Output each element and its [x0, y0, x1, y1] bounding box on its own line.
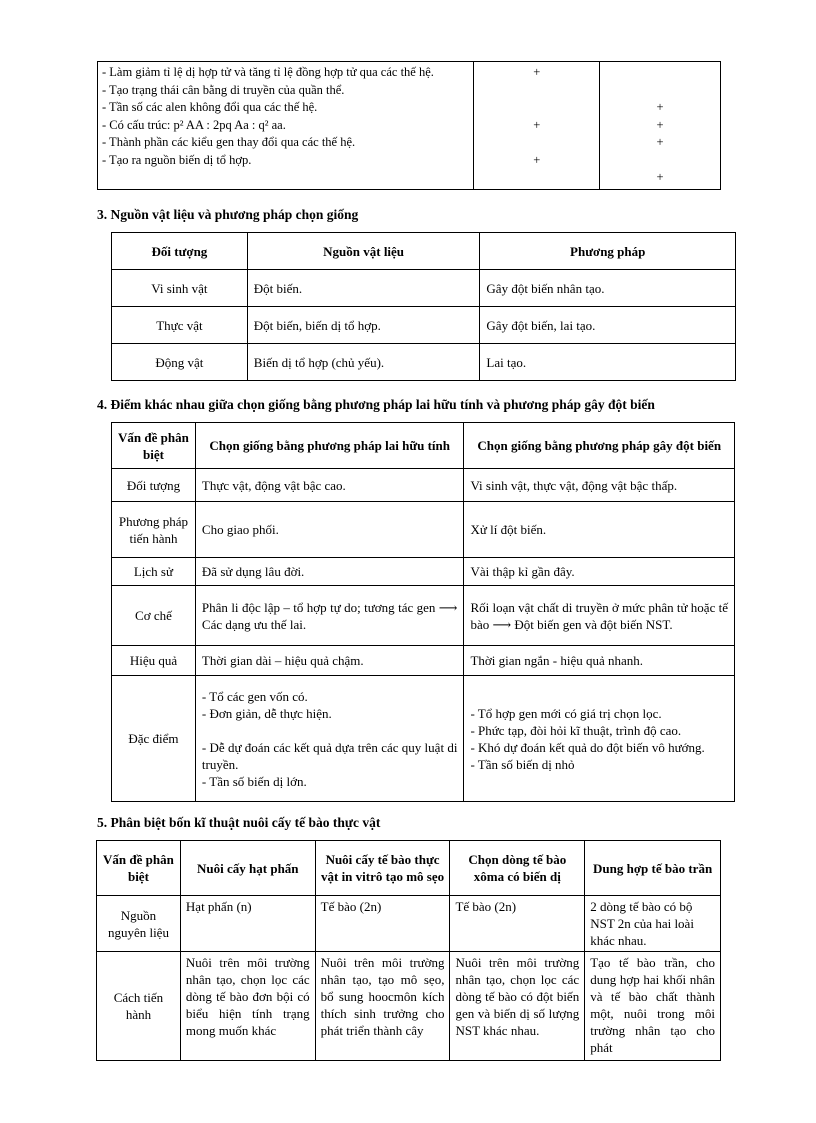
header-cell: Phương pháp [480, 233, 736, 270]
table-cell: Cơ chế [112, 586, 196, 646]
plus-mark: + [656, 100, 664, 114]
table-cell: Hạt phấn (n) [180, 896, 315, 952]
tissue-culture-comparison-table [96, 840, 721, 1061]
cell-text: - Làm giảm tỉ lệ dị hợp tử và tăng tỉ lệ đồng hợp tử qua các thế hệ. [102, 65, 434, 79]
table-row [112, 344, 736, 381]
table-cell: Phương pháp tiến hành [112, 502, 196, 558]
table-cell: Cách tiến hành [97, 952, 181, 1061]
table-cell: Cho giao phối. [195, 502, 464, 558]
table-cell: Lịch sử [112, 558, 196, 586]
header-cell: Nuôi cấy hạt phấn [180, 841, 315, 896]
cell-line: - Tổ hợp gen mới có giá trị chọn lọc. [470, 705, 662, 721]
table-cell [180, 952, 315, 1061]
cell-line: - Dễ dự đoán các kết quả dựa trên các quy luật di truyền. [201, 739, 458, 772]
section-heading-5: 5. Phân biệt bốn kĩ thuật nuôi cấy tế bào thực vật [97, 815, 381, 830]
table-cell: Đối tượng [112, 469, 196, 502]
header-cell: Vấn đề phân biệt [112, 423, 196, 469]
table-row [112, 586, 735, 646]
plus-mark: + [533, 152, 541, 167]
table-cell: Tế bào (2n) [450, 896, 585, 952]
cell-line: - Phức tạp, đòi hỏi kĩ thuật, trình độ cao. [470, 722, 682, 738]
cell-text: - Tạo trạng thái cân bằng di truyền của quần thể. [102, 82, 345, 97]
section-heading-3: 3. Nguồn vật liệu và phương pháp chọn giống [97, 207, 359, 222]
header-cell: Nuôi cấy tế bào thực vật in vitrô tạo mô sẹo [315, 841, 450, 896]
table-cell: Gây đột biến nhân tạo. [480, 270, 736, 307]
table-cell [450, 952, 585, 1061]
table-cell: Động vật [112, 344, 248, 381]
header-cell: Chọn giống bằng phương pháp gây đột biến [464, 423, 735, 469]
table-cell: Gây đột biến, lai tạo. [480, 307, 736, 344]
cell-line: - Tần số biến dị lớn. [201, 773, 307, 789]
table-row [112, 469, 735, 502]
table-cell: Đột biến. [247, 270, 480, 307]
plus-mark: + [656, 117, 664, 132]
table-row [112, 307, 736, 344]
table-cell: Đã sử dụng lâu đời. [195, 558, 464, 586]
table-row [97, 952, 721, 1061]
cell-text: Tạo tế bào trần, cho dung hợp hai khối nhân và tế bào chất thành một, nuôi trong môi trường nhân tạo cho phát [590, 955, 715, 1055]
table-row [112, 676, 735, 802]
table-cell: Biến dị tổ hợp (chủ yếu). [247, 344, 480, 381]
table-cell: Xử lí đột biến. [464, 502, 735, 558]
table-cell [585, 952, 721, 1061]
table-cell: Thực vật, động vật bậc cao. [195, 469, 464, 502]
table-header-row [112, 233, 736, 270]
table-header-row [97, 841, 721, 896]
table-cell: Thời gian dài – hiệu quả chậm. [195, 646, 464, 676]
table-row [112, 502, 735, 558]
cell-text: - Có cấu trúc: p² AA : 2pq Aa : q² aa. [102, 117, 286, 132]
comparison-table-continued [97, 61, 721, 190]
table-cell: Lai tạo. [480, 344, 736, 381]
table-cell: Hiệu quả [112, 646, 196, 676]
table-cell: Nguồn nguyên liệu [97, 896, 181, 952]
table-cell [464, 676, 735, 802]
plus-mark: + [533, 65, 541, 79]
table-cell: Vi sinh vật, thực vật, động vật bậc thấp. [464, 469, 735, 502]
table-cell: Vài thập kỉ gần đây. [464, 558, 735, 586]
cell-text: - Tần số các alen không đổi qua các thế hệ. [102, 100, 318, 114]
plus-mark [478, 169, 595, 187]
plus-mark: + [533, 117, 541, 132]
table-cell: Đặc điểm [112, 676, 196, 802]
table-row [97, 896, 721, 952]
plus-mark [604, 152, 716, 170]
header-cell: Chọn dòng tế bào xôma có biến dị [450, 841, 585, 896]
plus-mark: + [656, 135, 664, 149]
header-cell: Đối tượng [112, 233, 248, 270]
cell-line: - Tần số biến dị nhỏ [470, 756, 575, 772]
table-cell: Vi sinh vật [112, 270, 248, 307]
table-row [112, 270, 736, 307]
header-cell: Vấn đề phân biệt [97, 841, 181, 896]
table-cell [474, 62, 600, 190]
cell-text: Nuôi trên môi trường nhân tạo, tạo mô sẹo, bổ sung hoocmôn kích thích sinh trưởng cho phát triển thành cây [320, 955, 445, 1038]
cell-text: - Tạo ra nguồn biến dị tổ hợp. [102, 152, 252, 167]
table-cell [315, 952, 450, 1061]
table-cell [195, 676, 464, 802]
cell-line: - Khó dự đoán kết quả do đột biến vô hướng. [470, 739, 705, 755]
header-cell: Dung hợp tế bào trần [585, 841, 721, 896]
header-cell: Chọn giống bằng phương pháp lai hữu tính [195, 423, 464, 469]
table-cell: Phân li độc lập – tổ hợp tự do; tương tác gen ⟶ Các dạng ưu thế lai. [195, 586, 464, 646]
cell-text: Nuôi trên môi trường nhân tạo, chọn lọc các dòng tế bào có đột biến gen và biến dị số lượng NST khác nhau. [455, 955, 580, 1038]
section-heading-4: 4. Điểm khác nhau giữa chọn giống bằng phương pháp lai hữu tính và phương pháp gây đột biến [97, 397, 655, 412]
cell-text: Nuôi trên môi trường nhân tạo, chọn lọc các dòng tế bào đơn bội có biểu hiện tính trạng mong muốn khác [185, 955, 310, 1038]
breeding-material-table [111, 232, 736, 381]
table-row [98, 62, 721, 190]
table-cell: Thực vật [112, 307, 248, 344]
plus-mark [478, 134, 595, 152]
table-cell [98, 62, 474, 190]
plus-mark: + [656, 170, 664, 184]
table-cell [600, 62, 721, 190]
plus-mark [478, 99, 595, 117]
plus-mark [604, 64, 716, 82]
table-header-row [112, 423, 735, 469]
table-cell: Rối loạn vật chất di truyền ở mức phân tử hoặc tế bào ⟶ Đột biến gen và đột biến NST. [464, 586, 735, 646]
cell-line: - Tổ các gen vốn có. [201, 688, 308, 704]
table-cell: 2 dòng tế bào có bộ NST 2n của hai loài khác nhau. [585, 896, 721, 952]
table-cell: Thời gian ngắn - hiệu quả nhanh. [464, 646, 735, 676]
table-cell: Tế bào (2n) [315, 896, 450, 952]
table-row [112, 646, 735, 676]
table-row [112, 558, 735, 586]
header-cell: Nguồn vật liệu [247, 233, 480, 270]
cell-line: - Đơn giản, dễ thực hiện. [201, 705, 332, 721]
table-cell: Đột biến, biến dị tổ hợp. [247, 307, 480, 344]
breeding-method-comparison-table [111, 422, 735, 802]
cell-text: - Thành phần các kiểu gen thay đổi qua các thế hệ. [102, 135, 356, 149]
cell-line [202, 722, 458, 739]
